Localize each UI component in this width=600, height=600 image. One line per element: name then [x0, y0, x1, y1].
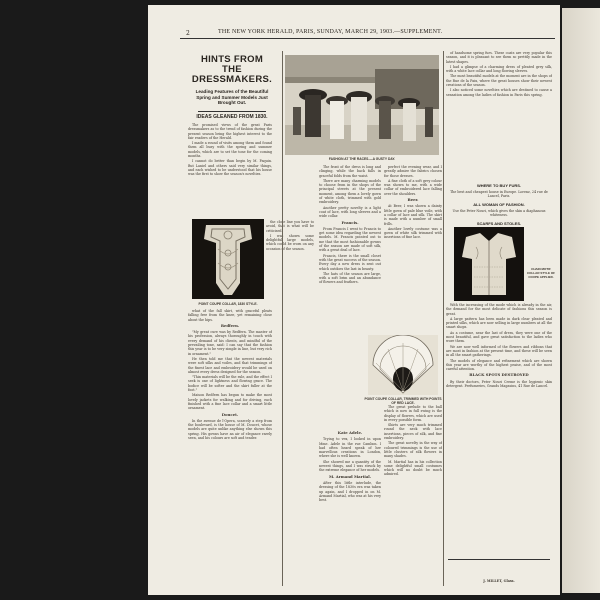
page-number: 2	[186, 30, 190, 37]
page-header	[148, 5, 560, 37]
scarfs-head: SCARFS AND STOLES.	[476, 221, 522, 226]
footer-rule	[448, 559, 550, 560]
races-photo	[285, 55, 439, 155]
where-to-buy-text: The best and cheapest house in Europe. Lorenz, 24 rue de Lancel, Paris.	[450, 190, 548, 198]
where-to-buy-head: WHERE TO BUY FURS.	[476, 183, 522, 188]
center-collar-photo	[368, 335, 438, 395]
column-divider-1	[282, 51, 283, 586]
column-1-bottom: what of the fall skirt, with graceful pleats falling free from the knee, yet remaining close about the hips. Redfern. "My great cure was by Redfern. The master of his profession, always thoroughly in touch with every demand of his clients, and mindful of the prevailing tone, said: I can say that the fashion this year is to be very simple in line, but very rich in ornament." He then told me that the newest materials were soft silks and voiles, and that trimmings of the finest lace and embroidery would be used on almost every dress designed for the season. "Thin materials will be the rule, and the effect I seek is one of lightness and flowing grace. The bodice will be softer and the skirt fuller at the foot." Maison Redfern has begun to make the most lovely jackets for walking and for driving, each finished with a fine lace collar and a smart little ornament. Doucet. In the avenue de l'Opera, scarcely a step from the boulevard, is the house of M. Doucet, whose models are quite unlike anything else shown this spring. His gowns have an air of elegance rarely seen, and his colours are soft and tender.	[188, 309, 272, 441]
section-head-redfern: Redfern.	[220, 322, 240, 328]
next-page-edge	[562, 8, 600, 593]
column-2-bottom: Kate Adele. Trying to vex, I looked in upon Mme. Adele in the rue Cambon. I had often heard speak of her marvellous creations in London, where she is well known. She showed me a quantity of the newest things, and I was struck by the extreme elegance of her models. M. Armand Martial. After this little interlude, the dressing of the 1830s era was taken up again, and I dropped in on M. Armand Martial, who was at his very best.	[319, 430, 381, 503]
section-head-beer: Beer.	[407, 197, 419, 203]
article-title: HINTS FROM THE DRESSMAKERS.	[191, 54, 273, 85]
races-caption: FASHION AT THE RACES.—A GUSTY DAY.	[328, 157, 396, 161]
footer-credit: J. MILLET, Glass.	[483, 579, 515, 583]
column-1-top: The promised views of the great Paris dressmakers as to the trend of fashion during the present season bring the highest interest to the fair readers of the Herald. I made a round of visits among them and found them all busy with the spring and summer models, which are to set the tone for the coming months. I cannot do better than begin by M. Paquin. But Laniel and others said very similar things, and each wished to be understood that his house was the first to show the season's novelties.	[188, 123, 272, 177]
lace-jacket-icon	[454, 227, 524, 301]
section-head-doucet: Doucet.	[221, 411, 239, 417]
section-head-armand-martial: M. Armand Martial.	[328, 473, 372, 479]
column-4-top: of handsome spring furs. These coats are very popular this season, and it is pleasant to see them so prettily made in the latest shapes. I had a glimpse of a charming dress of pleated grey silk, with a white lace collar and long flowing sleeves. The most beautiful models at the moment are in the shops of the Rue de la Paix, where the great houses show their newest creations of the season. I also noticed some novelties which are destined to cause a sensation among the ladies of fashion in Paris this spring.	[446, 51, 552, 97]
left-collar-caption: POINT COUPE COLLAR, 1830 STYLE.	[198, 302, 258, 306]
woman-of-fashion-head: ALL WOMAN OF FASHION.	[473, 202, 525, 207]
center-collar-caption: POINT COUPE COLLAR, TRIMMED WITH POINTS OF RED LACE.	[364, 397, 442, 405]
column-3-top: perfect the evening wear, and I greatly admire the fabrics chosen for those dresses. A fine cloth of a soft grey colour was shown to me, with a wide collar of embroidered lace falling over the shoulders. Beer. At Beer, I was shown a dainty little gown of pale blue voile, with a collar of lace and silk. The skirt is made with a number of small frills. Another lovely costume was a gown of white silk trimmed with insertions of fine lace.	[384, 165, 442, 240]
woman-of-fashion-text: Use the Peter Nouri, which gives the skin a diaphanous whiteness.	[452, 209, 546, 217]
right-collar-photo	[454, 227, 524, 301]
column-divider-2	[443, 51, 444, 586]
right-collar-caption: CHAIN MOTIF COLLAR STYLE OF COUPE APPLIED.	[527, 267, 555, 279]
race-crowd-icon	[285, 55, 439, 155]
column-1-narrow: the close line you have to avoid, that is what will be criticised. I was shown some delightful large models, which could be worn on any occasion of the season.	[266, 220, 314, 251]
black-spots-head: BLACK SPOTS DESTROYED	[469, 372, 529, 378]
header-rule	[180, 38, 555, 39]
column-4-bottom: With the increasing of the mode which is already in the air, the demand for the most delicate of fashions this season is great. A large pattern has been made in dark clear pleated and printed silks, which are now selling in large numbers at all the smart shops. As a costume, near the last of dress, they were one of the most beautiful, and gave great satisfaction to the ladies who wore them. We are now well informed of the flowers and ribbons that are most in fashion at the present time, and these will be seen in all the smart gatherings. The models of elegance and refinement which are shown this year are worthy of the highest praise, and of the most careful attention. BLACK SPOTS DESTROYED By their doctors, Peter Nouri Creme is the hygienic skin detergent. Perfumeries, Grands Magasins, 41 Rue de Lancel.	[446, 303, 552, 389]
article-kicker: IDEAS GLEANED FROM 1830.	[196, 114, 268, 120]
masthead-line: THE NEW YORK HERALD, PARIS, SUNDAY, MARCH 29, 1903.—SUPPLEMENT.	[218, 29, 443, 35]
column-2: The front of the dress is long and clinging, while the back falls in graceful folds from the waist. There are many charming models to choose from in the shops of the principal streets at the present moment, among them a lovely gown of white cloth, trimmed with gold embroidery. Another pretty novelty is a light coat of lace, with long sleeves and a wide collar. Francis. From Francis I went to Francis to get some idea regarding the newest models. M. Francis pointed out to me that the most fashionable gowns of the season are made of soft silk, with a great deal of lace. Francis, there is the small closet with the great success of the season. Every day a new dress is sent out which outdoes the last in beauty. The hats of the season are large, with a soft brim and an abundance of flowers and feathers.	[319, 165, 381, 285]
title-rule	[198, 111, 266, 112]
section-head-kate-adele: Kate Adele.	[337, 430, 363, 435]
article-subheading: Leading Features of the Beautiful Spring and Summer Models Just Brought Out.	[195, 89, 269, 105]
fan-collar-icon	[368, 335, 438, 395]
embroidered-collar-icon	[192, 219, 264, 299]
column-3-bottom: The great prelude to the ball which is now in full swing is the display of flowers, which are used in every possible form. Shirts are very much trimmed round the neck with lace insertions, pieces of silk, and fine embroidery. The great novelty in the way of coloured trimmings is the use of little clusters of silk flowers in many shades. M. Martial has in his collection some delightful small costumes which will no doubt be much admired.	[384, 405, 442, 477]
left-collar-photo	[192, 219, 264, 299]
section-head-francis: Francis.	[341, 219, 359, 225]
newspaper-page	[148, 5, 560, 595]
